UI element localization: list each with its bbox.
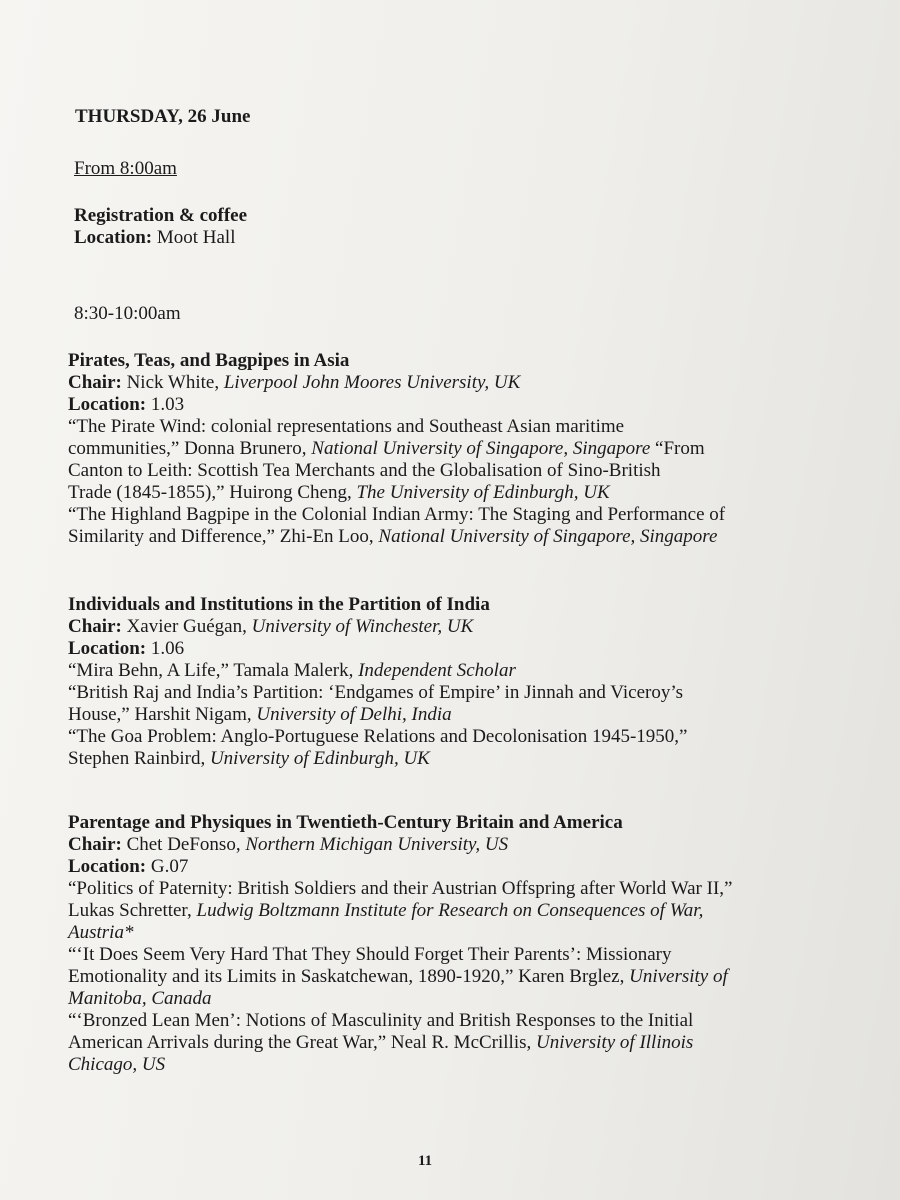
session-title: Individuals and Institutions in the Partition of India (68, 594, 490, 615)
paper-text: communities,” Donna Brunero, (68, 438, 312, 459)
session-block (68, 594, 868, 770)
paper-affiliation: University of (629, 966, 728, 987)
paper-line (68, 748, 868, 770)
paper-affiliation: Austria* (68, 922, 134, 943)
paper-text: Canton to Leith: Scottish Tea Merchants and the Globalisation of Sino-British (68, 460, 661, 481)
paper-line (68, 660, 868, 682)
session-chair (68, 372, 868, 394)
paper-text: Lukas Schretter, (68, 900, 197, 921)
paper-line (68, 900, 868, 922)
paper-text: Similarity and Difference,” Zhi-En Loo, (68, 526, 379, 547)
registration-location: Location: Moot Hall (74, 227, 236, 248)
paper-entry (68, 878, 868, 944)
session-block (68, 812, 868, 1076)
paper-line (68, 682, 868, 704)
chair-label: Chair: (68, 372, 122, 393)
paper-line (68, 988, 868, 1010)
paper-line (68, 460, 868, 482)
chair-name: Xavier Guégan, (126, 616, 247, 637)
chair-affiliation: University of Winchester, UK (251, 616, 474, 637)
paper-line (68, 526, 868, 548)
paper-line (68, 704, 868, 726)
paper-affiliation: Chicago, US (68, 1054, 166, 1075)
paper-text: “Mira Behn, A Life,” Tamala Malerk, (68, 660, 359, 681)
paper-entry (68, 416, 868, 504)
paper-affiliation: University of Illinois (536, 1032, 694, 1053)
paper-affiliation: Independent Scholar (358, 660, 516, 681)
paper-affiliation: University of Edinburgh, UK (209, 748, 430, 769)
session-block (68, 350, 868, 548)
paper-text: House,” Harshit Nigam, (68, 704, 257, 725)
paper-line (68, 416, 868, 438)
paper-line (68, 944, 868, 966)
paper-text: “The Goa Problem: Anglo-Portuguese Relations and Decolonisation 1945-1950,” (68, 726, 688, 747)
chair-affiliation: Northern Michigan University, US (245, 834, 509, 855)
paper-text: “British Raj and India’s Partition: ‘Endgames of Empire’ in Jinnah and Viceroy’s (68, 682, 684, 703)
paper-line (68, 966, 868, 988)
session-title: Pirates, Teas, and Bagpipes in Asia (68, 350, 350, 371)
chair-name: Nick White, (126, 372, 220, 393)
paper-entry (68, 504, 868, 548)
paper-text: Trade (1845-1855),” Huirong Cheng, (68, 482, 357, 503)
paper-text: “‘Bronzed Lean Men’: Notions of Masculinity and British Responses to the Initial (68, 1010, 694, 1031)
paper-line (68, 1010, 868, 1032)
session-location (68, 394, 868, 416)
location-value: G.07 (150, 856, 189, 877)
paper-text: “‘It Does Seem Very Hard That They Should Forget Their Parents’: Missionary (68, 944, 672, 965)
registration-block (74, 205, 874, 249)
slot-time: 8:30-10:00am (74, 303, 181, 324)
chair-name: Chet DeFonso, (126, 834, 241, 855)
day-heading: THURSDAY, 26 June (75, 106, 251, 127)
location-value: 1.03 (150, 394, 185, 415)
location-label: Location: (68, 638, 147, 659)
registration-time-text: From 8:00am (74, 158, 177, 179)
paper-affiliation: Ludwig Boltzmann Institute for Research on Consequences of War, (196, 900, 704, 921)
paper-entry (68, 660, 868, 682)
paper-text: Emotionality and its Limits in Saskatchewan, 1890-1920,” Karen Brglez, (68, 966, 630, 987)
paper-line (68, 482, 868, 504)
paper-affiliation: National University of Singapore, Singapore (311, 438, 651, 459)
chair-label: Chair: (68, 834, 122, 855)
location-label: Location: (68, 394, 147, 415)
paper-affiliation: The University of Edinburgh, UK (356, 482, 610, 503)
paper-entry (68, 682, 868, 726)
chair-affiliation: Liverpool John Moores University, UK (223, 372, 521, 393)
paper-line (68, 878, 868, 900)
session-location (68, 638, 868, 660)
paper-line (68, 504, 868, 526)
paper-affiliation: University of Delhi, India (256, 704, 452, 725)
paper-text: American Arrivals during the Great War,” Neal R. McCrillis, (68, 1032, 537, 1053)
registration-title: Registration & coffee (74, 205, 248, 226)
page-number: 11 (418, 1153, 433, 1169)
paper-line (68, 1032, 868, 1054)
chair-label: Chair: (68, 616, 122, 637)
session-title: Parentage and Physiques in Twentieth-Century Britain and America (68, 812, 623, 833)
paper-affiliation: National University of Singapore, Singapore (378, 526, 718, 547)
session-chair (68, 834, 868, 856)
paper-affiliation: Manitoba, Canada (68, 988, 212, 1009)
session-chair (68, 616, 868, 638)
paper-entry (68, 1010, 868, 1076)
paper-text: “The Highland Bagpipe in the Colonial Indian Army: The Staging and Performance of (68, 504, 726, 525)
session-location (68, 856, 868, 878)
paper-entry (68, 944, 868, 1010)
paper-line (68, 922, 868, 944)
paper-line (68, 438, 868, 460)
registration-time (74, 158, 874, 180)
paper-entry (68, 726, 868, 770)
paper-line (68, 1054, 868, 1076)
paper-text-after: “From (650, 438, 705, 459)
paper-line (68, 726, 868, 748)
paper-text: Stephen Rainbird, (68, 748, 210, 769)
location-value: 1.06 (150, 638, 185, 659)
location-label: Location: (68, 856, 147, 877)
paper-text: “Politics of Paternity: British Soldiers and their Austrian Offspring after World War II,” (68, 878, 733, 899)
paper-text: “The Pirate Wind: colonial representations and Southeast Asian maritime (68, 416, 625, 437)
